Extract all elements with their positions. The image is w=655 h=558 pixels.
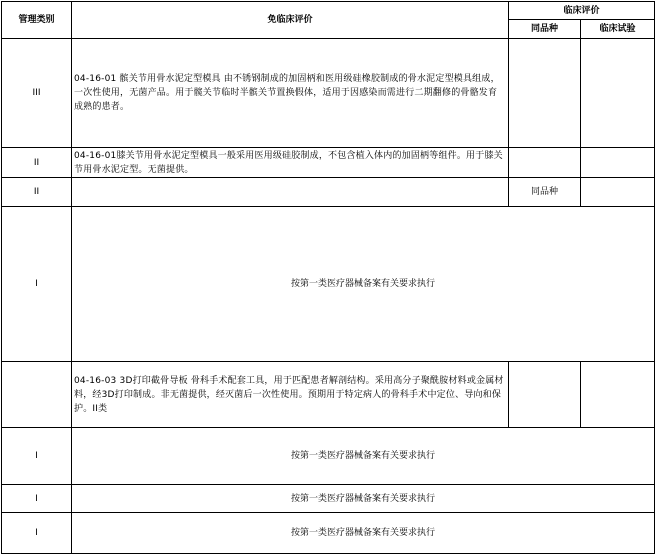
row-same-variety: [509, 39, 581, 148]
row-description: 按第一类医疗器械备案有关要求执行: [72, 207, 655, 362]
row-category: III: [2, 39, 72, 148]
header-exempt-eval: 免临床评价: [72, 2, 509, 39]
row-category: I: [2, 485, 72, 513]
header-category: 管理类别: [2, 2, 72, 39]
row-category: II: [2, 178, 72, 207]
table-row: [2, 39, 655, 148]
row-clinical-trial: [581, 178, 655, 207]
row-description: [72, 178, 509, 207]
header-clinical-eval: 临床评价: [509, 2, 655, 20]
table-row: [2, 207, 655, 362]
row-description: 按第一类医疗器械备案有关要求执行: [72, 485, 655, 513]
row-description: 按第一类医疗器械备案有关要求执行: [72, 428, 655, 485]
header-same-variety: 同品种: [509, 20, 581, 39]
table-row: [2, 178, 655, 207]
row-category: I: [2, 513, 72, 554]
row-description: 04-16-03 3D打印截骨导板 骨科手术配套工具，用于匹配患者解剖结构。采用高分子聚酰胺材料或金属材料，经3D打印制成。非无菌提供，经灭菌后一次性使用。预期用于特定病人的骨科手术中定位、导向和保护。II类: [72, 362, 509, 428]
row-clinical-trial: [581, 148, 655, 178]
table-row: [2, 148, 655, 178]
row-description: 按第一类医疗器械备案有关要求执行: [72, 513, 655, 554]
row-clinical-trial: [581, 39, 655, 148]
row-category: II: [2, 148, 72, 178]
table-row: [2, 362, 655, 428]
row-same-variety: 同品种: [509, 178, 581, 207]
row-category: [2, 362, 72, 428]
row-same-variety: [509, 148, 581, 178]
row-description: 04-16-01 髌关节用骨水泥定型模具 由不锈钢制成的加固柄和医用级硅橡胶制成的骨水泥定型模具组成，一次性使用，无菌产品。用于髋关节临时半髌关节置换假体，适用于因感染而需进行二期翻修的骨骼发育成熟的患者。: [72, 39, 509, 148]
header-row: [2, 2, 655, 20]
row-same-variety: [509, 362, 581, 428]
row-category: I: [2, 207, 72, 362]
row-category: I: [2, 428, 72, 485]
row-description: 04-16-01膝关节用骨水泥定型模具一般采用医用级硅胶制成，不包含植入体内的加固柄等组件。用于膝关节用骨水泥定型。无菌提供。: [72, 148, 509, 178]
row-clinical-trial: [581, 362, 655, 428]
table-row: [2, 428, 655, 485]
table-row: [2, 485, 655, 513]
evaluation-table: [1, 1, 655, 554]
table-row: [2, 513, 655, 554]
header-clinical-trial: 临床试验: [581, 20, 655, 39]
